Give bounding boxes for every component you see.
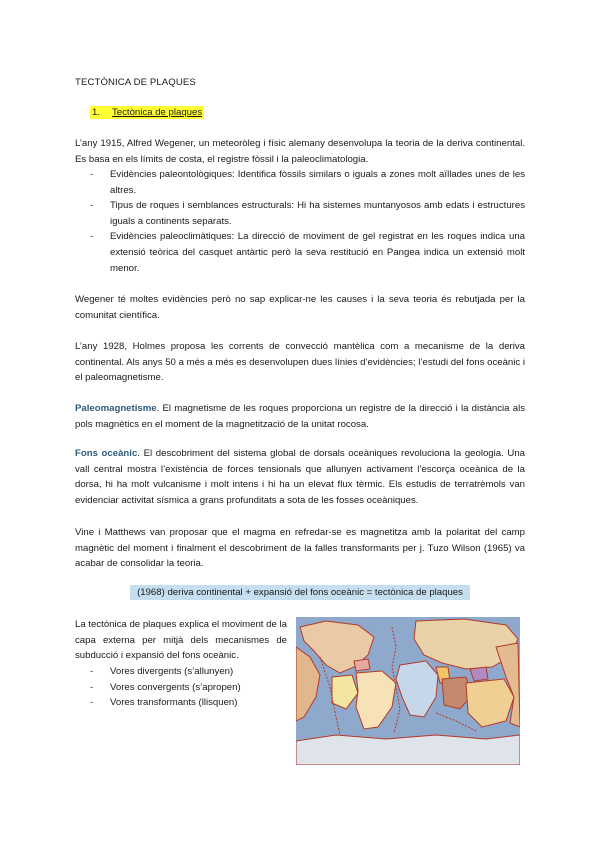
tectonic-plates-map xyxy=(296,617,520,765)
evidence-list xyxy=(90,167,525,276)
term-paleomagnetism: Paleomagnetisme xyxy=(75,403,157,414)
section-number: 1. xyxy=(92,107,101,118)
list-item: - Vores divergents (s’allunyen) xyxy=(90,664,285,680)
list-item: - Evidències paleontològiques: Identifica fòssils similars o iguals a zones molt aïllades unes de les altres. xyxy=(90,167,525,198)
section-heading xyxy=(90,105,204,121)
document-title: TECTÒNICA DE PLAQUES xyxy=(75,77,196,88)
paragraph-paleomagnetism: Paleomagnetisme. El magnetisme de les roques proporciona un registre de la direcció i la distància als pols magnètics en el moment de la magnetització de la unitat rocosa. xyxy=(75,403,525,430)
plates-map-graphic xyxy=(296,617,520,765)
paragraph-plate-tectonics: La tectònica de plaques explica el moviment de la capa externa per mitjà dels mecanismes de subducció i expansió del fons oceànic. xyxy=(75,619,287,662)
paragraph-wegener: L’any 1915, Alfred Wegener, un meteoròleg i físic alemany desenvolupa la teoria de la deriva continental. Es basa en els límits de costa, el registre fòssil i la paleoclimatologia. xyxy=(75,138,525,165)
paragraph-holmes: L’any 1928, Holmes proposa les corrents de convecció mantèlica com a mecanisme de la deriva continental. Als anys 50 a més a més es desenvolupen dues línies d’evidències; l’estudi del fons oceànic i el paleomagnetisme. xyxy=(75,341,525,384)
paragraph-rejected: Wegener té moltes evidències però no sap explicar-ne les causes i la seva teoria és rebutjada per la comunitat científica. xyxy=(75,294,525,321)
formula-banner: (1968) deriva continental + expansió del fons oceànic = tectònica de plaques xyxy=(130,585,470,600)
section-label: Tectònica de plaques xyxy=(112,107,203,118)
list-item: - Tipus de roques i semblances estructurals: Hi ha sistemes muntanyosos amb edats i estructures iguals a continents separats. xyxy=(90,198,525,229)
list-item: - Evidències paleoclimàtiques: La direcció de moviment de gel registrat en les roques indica una extensió teòrica del casquet antàrtic però la seva restitució en Pangea indica un extensió molt menor. xyxy=(90,229,525,276)
list-item: - Vores transformants (llisquen) xyxy=(90,695,285,711)
paragraph-ocean-floor: Fons oceànic. El descobriment del sistema global de dorsals oceàniques revoluciona la geologia. Una vall central mostra l’existència de forces tensionals que allunyen activament l’escorça oceànica de la dorsa, hi ha molt vulcanisme i molt intens i hi ha un elevat flux tèrmic. Els estudis de terratrèmols van evidenciar activitat sísmica a grans profunditats a sota de les fosses oceàniques. xyxy=(75,448,526,506)
list-item: - Vores convergents (s’apropen) xyxy=(90,680,285,696)
margins-list xyxy=(90,664,285,711)
term-ocean-floor: Fons oceànic xyxy=(75,448,138,459)
paragraph-vine-matthews: Vine i Matthews van proposar que el magma en refredar-se es magnetitza amb la polaritat del camp magnètic del moment i finalment el descobriment de la falles transformants per j. Tuzo Wilson (1965) va acabar de consolidar la teoria. xyxy=(75,527,525,570)
